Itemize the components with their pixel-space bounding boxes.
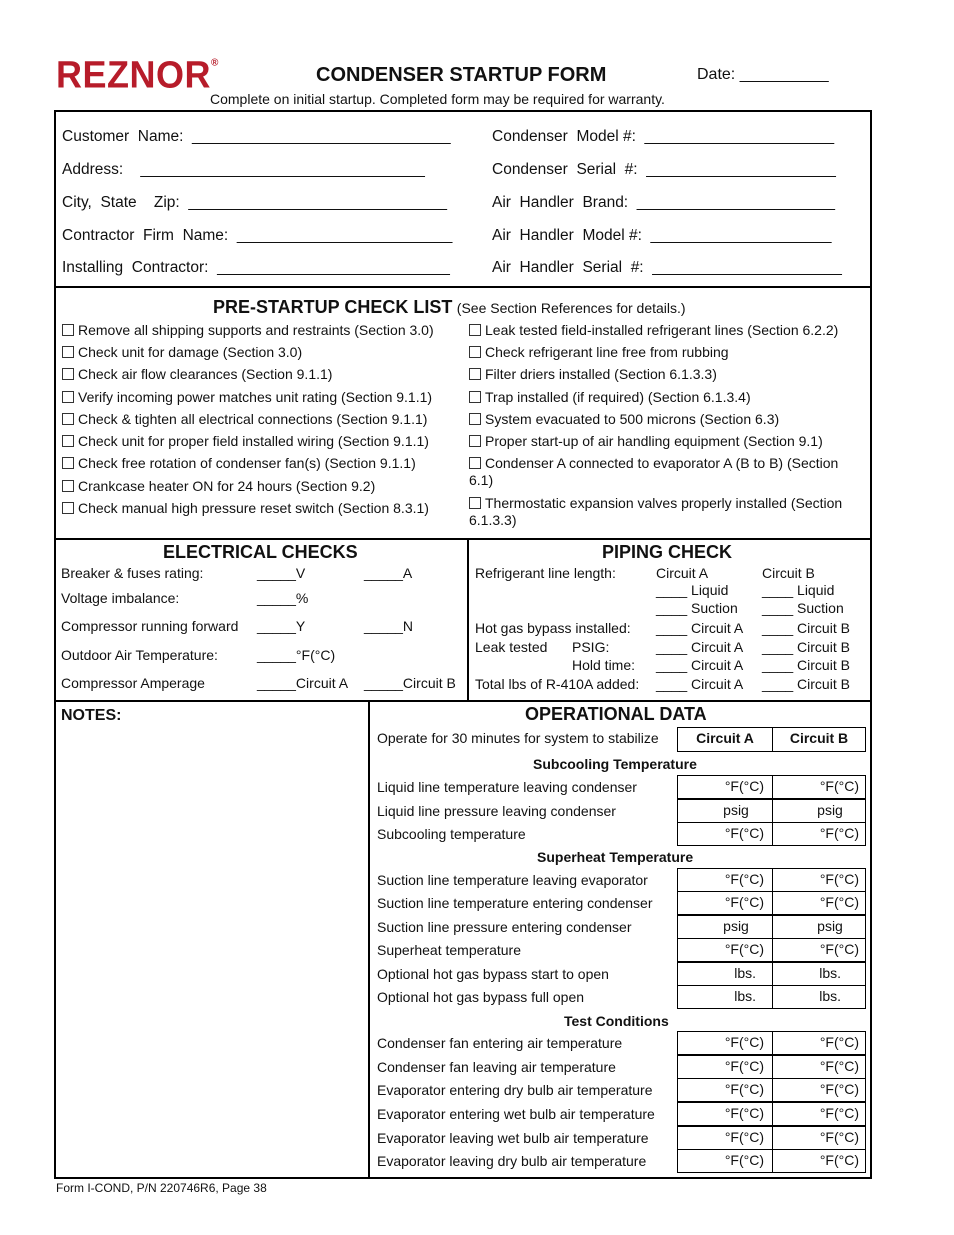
operational-row-label: Liquid line temperature leaving condenser [377,779,637,795]
piping-circuit-b-head: Circuit B [762,565,815,581]
circuit-b-cell[interactable]: °F(°C) [772,868,866,892]
electrical-value-a[interactable]: _____°F(°C) [257,647,336,663]
operational-row-label: Evaporator entering dry bulb air temperature [377,1082,653,1098]
operational-intro: Operate for 30 minutes for system to stabilize [377,730,659,746]
checkbox-icon[interactable] [469,497,481,509]
operational-row-label: Evaporator leaving wet bulb air temperature [377,1130,649,1146]
piping-total-b[interactable]: ____ Circuit B [762,676,850,692]
divider-customer [54,286,872,288]
electrical-value-a[interactable]: _____Y [257,618,306,634]
piping-circuit-a-head: Circuit A [656,565,709,581]
checklist-label: Filter driers installed (Section 6.1.3.3) [485,366,717,382]
footer-text: Form I-COND, P/N 220746R6, Page 38 [56,1181,267,1195]
checklist-label: Proper start-up of air handling equipment (Section 9.1) [485,433,823,449]
electrical-label: Outdoor Air Temperature: [61,647,218,663]
circuit-b-cell[interactable]: °F(°C) [772,822,866,846]
circuit-a-cell[interactable]: °F(°C) [677,1055,773,1079]
operational-row-label: Condenser fan leaving air temperature [377,1059,616,1075]
circuit-b-cell[interactable]: °F(°C) [772,1126,866,1150]
operational-section-heading: Subcooling Temperature [533,756,697,772]
piping-hold-b[interactable]: ____ Circuit B [762,657,850,673]
piping-hot-gas-b[interactable]: ____ Circuit B [762,620,850,636]
checklist-item[interactable] [469,344,864,361]
customer-field-right[interactable]: Air Handler Serial #: ______________________ [492,259,842,276]
checklist-label: Check refrigerant line free from rubbing [485,344,729,360]
electrical-value-a[interactable]: _____% [257,590,309,606]
operational-row-label: Suction line temperature entering condenser [377,895,653,911]
checklist-item[interactable] [62,478,462,495]
customer-field-left[interactable]: Customer Name: ______________________________ [62,128,451,145]
checklist-item[interactable] [62,366,462,383]
divider-prestartup [54,538,872,540]
circuit-a-cell[interactable]: °F(°C) [677,868,773,892]
checklist-label: Remove all shipping supports and restraints (Section 3.0) [78,322,434,338]
checklist-item[interactable] [469,389,864,406]
divider-notes-op [368,700,370,1179]
checklist-label: Leak tested field-installed refrigerant lines (Section 6.2.2) [485,322,839,338]
circuit-b-cell[interactable]: psig [772,799,866,823]
checkbox-icon[interactable] [62,324,74,336]
operational-row-label: Suction line temperature leaving evaporator [377,872,648,888]
divider-elec-piping [467,538,469,700]
circuit-a-cell[interactable]: °F(°C) [677,775,773,799]
circuit-b-cell[interactable]: °F(°C) [772,1078,866,1102]
operational-row-label: Suction line pressure entering condenser [377,919,632,935]
circuit-a-cell[interactable]: °F(°C) [677,1031,773,1055]
piping-liquid-a[interactable]: ____ Liquid [656,582,729,598]
circuit-a-cell[interactable]: psig [677,799,773,823]
customer-field-right[interactable]: Condenser Model #: ______________________ [492,128,835,145]
piping-psig-b[interactable]: ____ Circuit B [762,639,850,655]
operational-section-heading: Superheat Temperature [537,849,694,865]
checklist-item[interactable] [62,411,462,428]
checklist-item[interactable] [62,344,462,361]
circuit-b-cell[interactable]: °F(°C) [772,891,866,915]
checklist-item[interactable] [469,366,864,383]
checklist-label: Check unit for damage (Section 3.0) [78,344,303,360]
col-header-circuit-a: Circuit A [677,727,773,752]
checklist-label: Condenser A connected to evaporator A (B to B) (Section 6.1) [469,455,839,488]
circuit-a-cell[interactable]: °F(°C) [677,1149,773,1173]
checklist-label: Verify incoming power matches unit rating (Section 9.1.1) [78,389,433,405]
checkbox-icon[interactable] [62,435,74,447]
col-header-circuit-b: Circuit B [772,727,866,752]
circuit-a-cell[interactable]: °F(°C) [677,938,773,962]
customer-field-right[interactable]: Condenser Serial #: ______________________ [492,161,836,178]
electrical-label: Compressor running forward [61,618,239,634]
checklist-item[interactable] [469,455,864,489]
piping-leak-tested: Leak tested [475,639,548,655]
piping-hold-a[interactable]: ____ Circuit A [656,657,744,673]
prestartup-note: (See Section References for details.) [456,300,686,316]
operational-row-label: Optional hot gas bypass full open [377,989,585,1005]
checkbox-icon[interactable] [62,413,74,425]
operational-row-label: Evaporator leaving dry bulb air temperature [377,1153,647,1169]
checkbox-icon[interactable] [469,391,481,403]
circuit-a-cell[interactable]: psig [677,915,773,939]
electrical-value-b[interactable]: _____A [364,565,413,581]
checklist-label: Thermostatic expansion valves properly installed (Section 6.1.3.3) [469,495,843,528]
checkbox-icon[interactable] [469,435,481,447]
piping-psig-a[interactable]: ____ Circuit A [656,639,744,655]
piping-line-length: Refrigerant line length: [475,565,616,581]
checklist-label: Check free rotation of condenser fan(s) (Section 9.1.1) [78,455,416,471]
electrical-value-b[interactable]: _____Circuit B [364,675,456,691]
electrical-label: Voltage imbalance: [61,590,180,606]
prestartup-title: PRE-STARTUP CHECK LIST [213,297,453,317]
checkbox-icon[interactable] [62,368,74,380]
electrical-label: Compressor Amperage [61,675,205,691]
circuit-b-cell[interactable]: lbs. [772,985,866,1009]
circuit-a-cell[interactable]: lbs. [677,962,773,986]
checkbox-icon[interactable] [62,480,74,492]
circuit-b-cell[interactable]: °F(°C) [772,938,866,962]
piping-hold-label: Hold time: [572,657,636,673]
piping-title: PIPING CHECK [602,542,733,562]
checklist-item[interactable] [469,433,864,450]
checklist-item[interactable] [62,322,462,339]
customer-field-left[interactable]: Contractor Firm Name: _________________________ [62,227,453,244]
customer-field-left[interactable]: Installing Contractor: ___________________________ [62,259,450,276]
checkbox-icon[interactable] [62,502,74,514]
operational-row-label: Evaporator entering wet bulb air temperature [377,1106,655,1122]
operational-title: OPERATIONAL DATA [525,704,707,724]
checkbox-icon[interactable] [62,391,74,403]
circuit-b-cell[interactable]: °F(°C) [772,1031,866,1055]
checkbox-icon[interactable] [469,413,481,425]
circuit-a-cell[interactable]: °F(°C) [677,1102,773,1126]
prestartup-heading [213,297,686,318]
electrical-value-a[interactable]: _____V [257,565,306,581]
checklist-label: Trap installed (if required) (Section 6.1.3.4) [485,389,751,405]
divider-elec-bottom [54,700,872,702]
electrical-label: Breaker & fuses rating: [61,565,204,581]
notes-title: NOTES: [61,707,122,724]
piping-suction-a[interactable]: ____ Suction [656,600,738,616]
operational-row-label: Superheat temperature [377,942,521,958]
checklist-item[interactable] [469,411,864,428]
checklist-item[interactable] [62,389,462,406]
checklist-label: Check manual high pressure reset switch (Section 8.3.1) [78,500,429,516]
checkbox-icon[interactable] [469,457,481,469]
customer-field-right[interactable]: Air Handler Brand: _______________________ [492,194,835,211]
checklist-label: Crankcase heater ON for 24 hours (Section 9.2) [78,478,376,494]
checklist-item[interactable] [469,495,864,529]
electrical-value-b[interactable]: _____N [364,618,414,634]
form-title: CONDENSER STARTUP FORM [316,64,607,86]
piping-total: Total lbs of R-410A added: [475,676,640,692]
form-subtitle: Complete on initial startup. Completed form may be required for warranty. [210,91,665,107]
checklist-item[interactable] [62,500,462,517]
piping-hot-gas-a[interactable]: ____ Circuit A [656,620,744,636]
circuit-a-cell[interactable]: °F(°C) [677,891,773,915]
checklist-label: Check & tighten all electrical connections (Section 9.1.1) [78,411,428,427]
checkbox-icon[interactable] [62,346,74,358]
checkbox-icon[interactable] [469,346,481,358]
piping-total-a[interactable]: ____ Circuit A [656,676,744,692]
circuit-a-cell[interactable]: lbs. [677,985,773,1009]
circuit-b-cell[interactable]: psig [772,915,866,939]
electrical-title: ELECTRICAL CHECKS [163,542,358,562]
reznor-logo: REZNOR® [56,52,219,96]
circuit-b-cell[interactable]: lbs. [772,962,866,986]
checklist-label: System evacuated to 500 microns (Section 6.3) [485,411,780,427]
checklist-item[interactable] [62,455,462,472]
customer-field-left[interactable]: Address: _________________________________ [62,161,425,178]
circuit-b-cell[interactable]: °F(°C) [772,775,866,799]
checklist-item[interactable] [469,322,864,339]
checklist-label: Check unit for proper field installed wiring (Section 9.1.1) [78,433,429,449]
checkbox-icon[interactable] [469,324,481,336]
checkbox-icon[interactable] [62,457,74,469]
operational-row-label: Liquid line pressure leaving condenser [377,803,616,819]
operational-section-heading: Test Conditions [564,1013,669,1029]
circuit-b-cell[interactable]: °F(°C) [772,1102,866,1126]
piping-hot-gas: Hot gas bypass installed: [475,620,631,636]
operational-row-label: Subcooling temperature [377,826,526,842]
checkbox-icon[interactable] [469,368,481,380]
date-field[interactable]: Date: __________ [697,66,829,83]
circuit-a-cell[interactable]: °F(°C) [677,1078,773,1102]
circuit-a-cell[interactable]: °F(°C) [677,1126,773,1150]
operational-row-label: Condenser fan entering air temperature [377,1035,623,1051]
piping-suction-b[interactable]: ____ Suction [762,600,844,616]
circuit-b-cell[interactable]: °F(°C) [772,1055,866,1079]
checklist-item[interactable] [62,433,462,450]
customer-field-right[interactable]: Air Handler Model #: _____________________ [492,227,832,244]
piping-psig-label: PSIG: [572,639,610,655]
operational-row-label: Optional hot gas bypass start to open [377,966,609,982]
notes-area[interactable] [58,728,364,1176]
circuit-b-cell[interactable]: °F(°C) [772,1149,866,1173]
circuit-a-cell[interactable]: °F(°C) [677,822,773,846]
customer-field-left[interactable]: City, State Zip: ______________________________ [62,194,447,211]
piping-liquid-b[interactable]: ____ Liquid [762,582,835,598]
electrical-value-a[interactable]: _____Circuit A [257,675,349,691]
checklist-label: Check air flow clearances (Section 9.1.1) [78,366,333,382]
